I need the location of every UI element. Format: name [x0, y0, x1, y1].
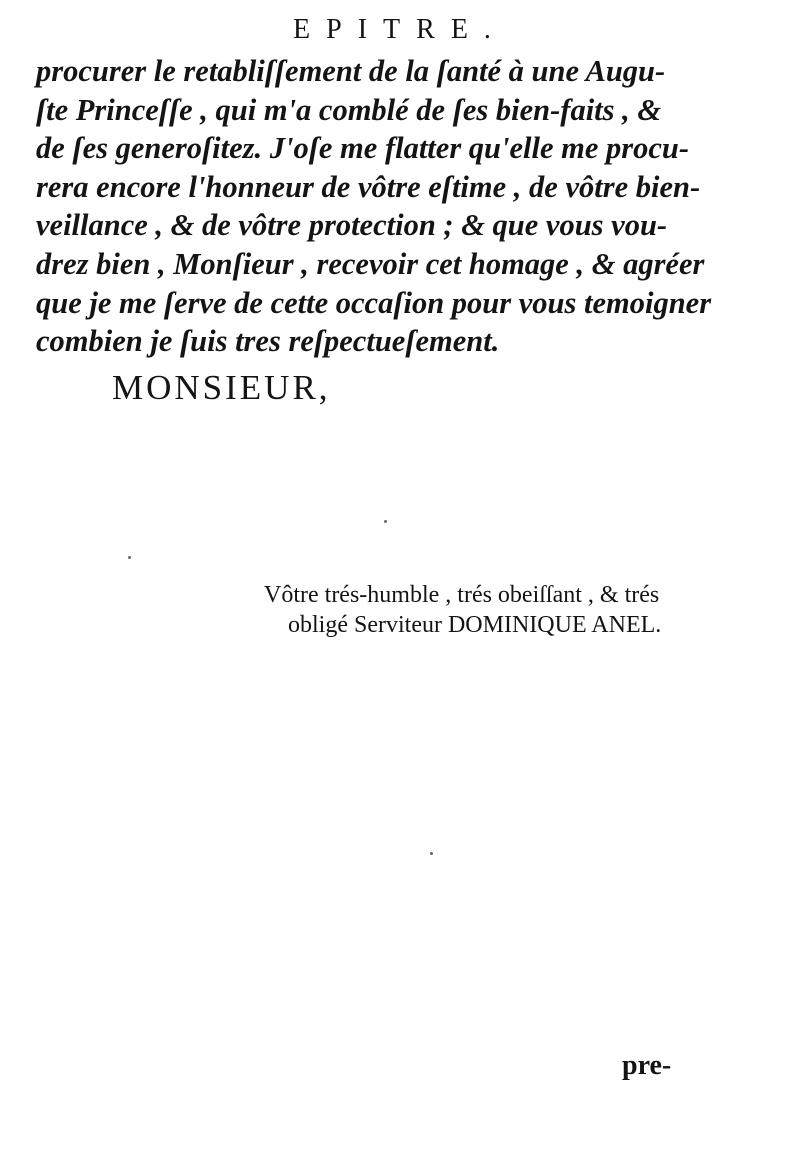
running-head: EPITRE. — [293, 14, 507, 45]
body-line: ſte Princeſſe , qui m'a comblé de ſes bien-faits , & — [36, 92, 662, 127]
catchword: pre- — [622, 1050, 672, 1081]
ink-speck — [128, 556, 131, 559]
ink-speck — [430, 852, 433, 855]
body-line: de ſes generoſitez. J'oſe me flatter qu'elle me procu- — [36, 131, 690, 166]
closing-line: obligé Serviteur DOMINIQUE ANEL. — [288, 612, 662, 638]
salutation: MONSIEUR, — [112, 368, 331, 407]
body-line: rera encore l'honneur de vôtre eſtime , de vôtre bien- — [36, 169, 701, 204]
body-line: procurer le retabliſſement de la ſanté à une Augu- — [36, 54, 666, 88]
ink-speck — [384, 520, 387, 523]
body-line: drez bien , Monſieur , recevoir cet homage , & agréer — [36, 246, 705, 281]
closing-signature — [264, 580, 661, 640]
body-line: veillance , & de vôtre protection ; & que vous vou- — [36, 208, 668, 243]
closing-line: Vôtre trés-humble , trés obeiſſant , & trés — [264, 582, 660, 608]
body-line: que je me ſerve de cette occaſion pour vous temoigner — [36, 285, 712, 320]
body-line: combien je ſuis tres reſpectueſement. — [36, 324, 500, 359]
epistle-body — [36, 52, 796, 361]
